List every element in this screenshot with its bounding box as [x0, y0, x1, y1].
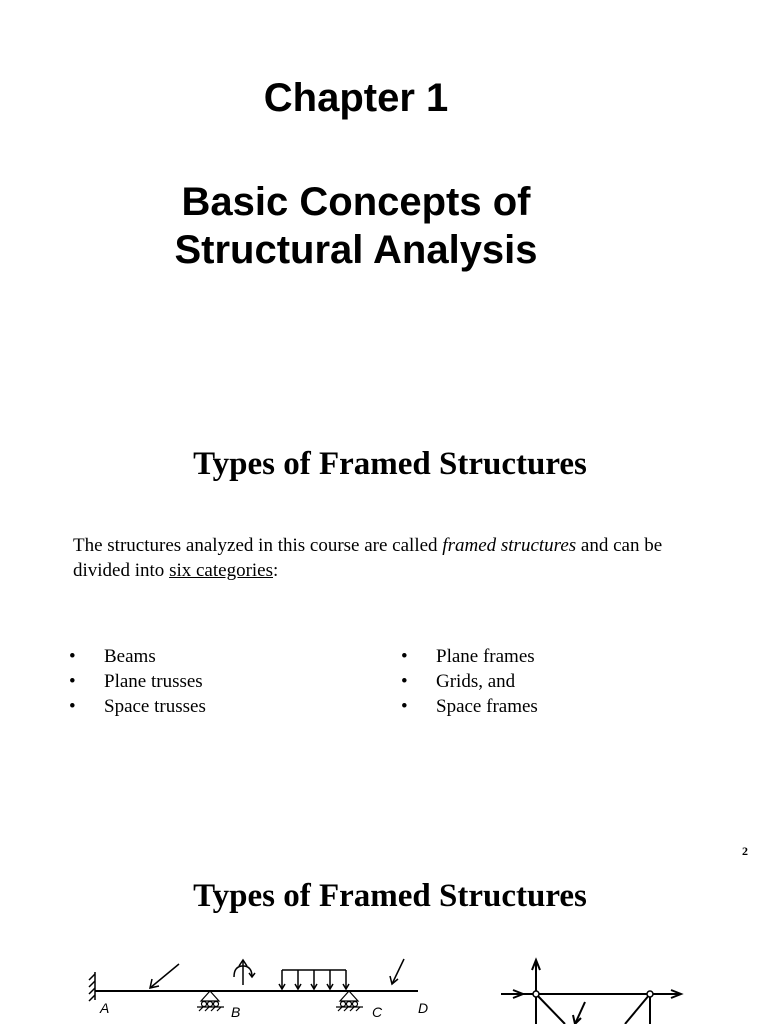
fixed-support — [89, 972, 95, 1001]
distributed-load — [279, 970, 349, 989]
inclined-load-arrow — [150, 964, 179, 988]
section-heading: Types of Framed Structures — [193, 446, 587, 482]
continuous-beam-diagram — [84, 950, 429, 1024]
roller-support — [336, 991, 363, 1011]
intro-text: The structures analyzed in this course are called — [73, 535, 443, 556]
truss-member — [536, 994, 565, 1024]
truss-member — [625, 994, 650, 1024]
truss-joint — [647, 991, 653, 997]
chapter-title-line-1: Basic Concepts of — [181, 180, 531, 224]
list-item: • Grids, and — [401, 669, 538, 694]
moment-load-arrow — [234, 960, 255, 985]
support-label-b: B — [231, 1004, 241, 1020]
chapter-title-line-2: Structural Analysis — [174, 228, 538, 272]
intro-italic-term: framed structures — [442, 535, 577, 556]
support-label-c: C — [372, 1004, 383, 1020]
plane-truss-diagram — [495, 954, 690, 1024]
roller-support — [197, 991, 224, 1011]
intro-paragraph — [73, 533, 713, 583]
end-label-d: D — [418, 1000, 429, 1016]
list-item: • Beams — [69, 644, 206, 669]
list-item: • Space trusses — [69, 694, 206, 719]
inclined-load-arrow — [390, 959, 404, 984]
list-item: • Plane trusses — [69, 669, 206, 694]
list-item: • Plane frames — [401, 644, 538, 669]
truss-joint — [533, 991, 539, 997]
bullet-list-right — [401, 644, 538, 719]
intro-underlined-term: six categories — [169, 560, 273, 581]
chapter-title — [0, 178, 712, 274]
load-arrow — [575, 1002, 585, 1024]
intro-text: : — [273, 560, 279, 581]
chapter-label: Chapter 1 — [263, 76, 449, 120]
bullet-list-left — [69, 644, 206, 719]
support-label-a: A — [100, 1000, 110, 1016]
intro-text: and can be divided into — [73, 535, 663, 581]
section-heading: Types of Framed Structures — [193, 878, 587, 914]
list-item: • Space frames — [401, 694, 538, 719]
page-number: 2 — [742, 844, 748, 858]
